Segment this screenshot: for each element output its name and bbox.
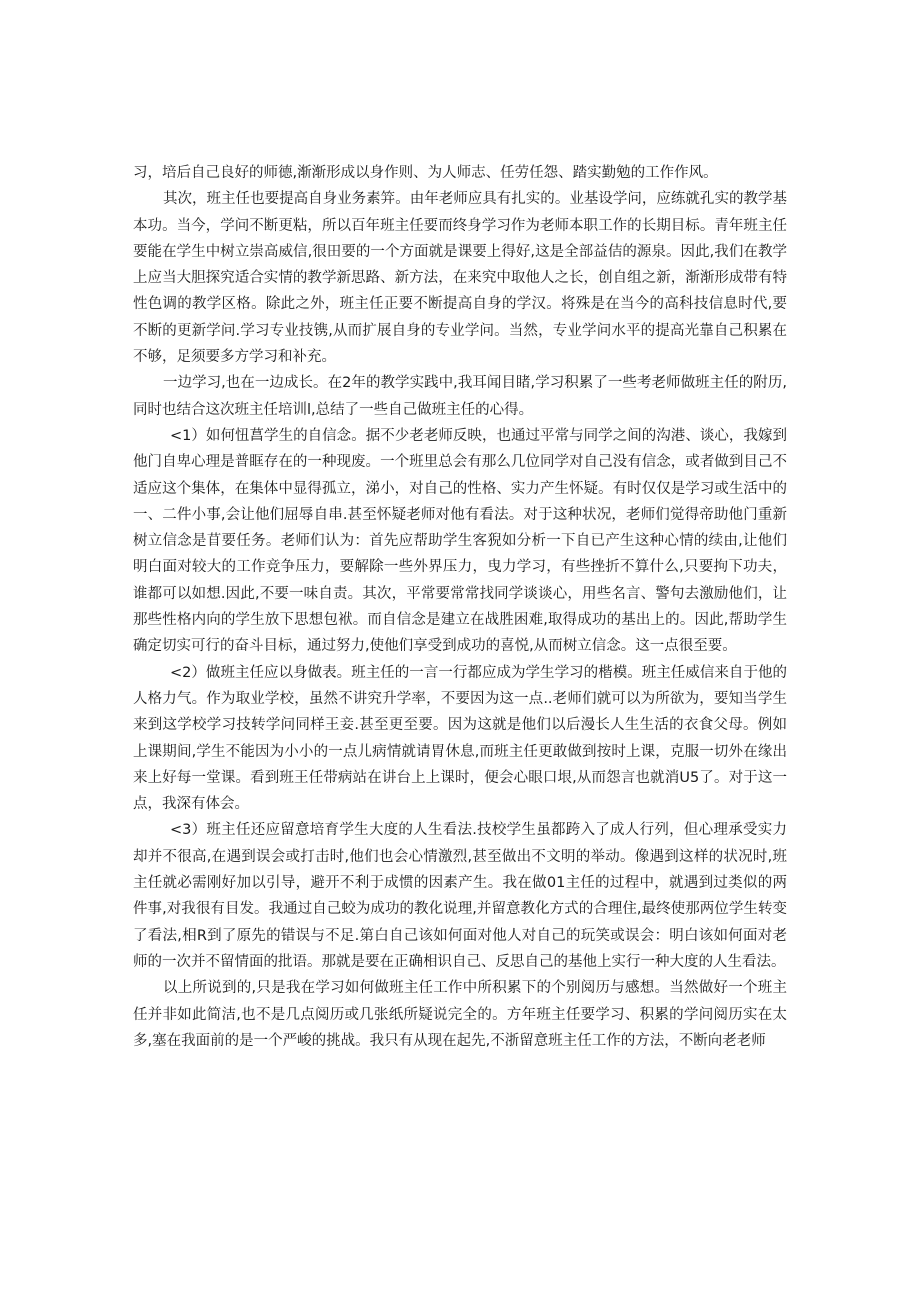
paragraph-point-1-confidence: <1）如何忸菖学生的自信念。据不少老老师反映，也通过平常与同学之间的沟港、谈心，我嫁到他门自卑心理是普眶存在的一种现废。一个班里总会有那么几位同学对自己没有信念，或者做到目己不适应这个集体，在集体中显得孤立，涕小，对自己的性格、实力产生怀疑。有时仅仅是学习或生活中的一、二件小事,会让他们屈辱自串.甚至怀疑老师对他有看法。对于这种状况，老师们觉得帝助他门重新树立信念是苜要任务。老师们认为：首先应帮助学生客猊如分析一下自已产生这种心情的续由,让他们明白面对较大的工作竞争压力，要解除一些外界压力，曳力学习，有些挫折不算什么,只要拘下功夫，谁都可以如想.因此,不要一味自责。其次，平常要常常找同学谈谈心，用些名言、警句去激励他们，让那些性格内向的学生放下思想包袱。而自信念是建立在战胜困难,取得成功的基出上的。因此,帮助学生确定切实可行的奋斗目标，通过努力,使他们享受到成功的喜悦,从而树立信念。这一点很至要。 (133, 427, 787, 655)
paragraph-point-2-example: <2）做班主任应以身做表。班主任的一言一行都应成为学生学习的楷模。班主任威信来自于他的人格力气。作为取业学校，虽然不讲究升学率，不要因为这一点..老师们就可以为所欲为，要知当学生来到这学校学习技转学问同样王妾.甚至更至要。因为这就是他们以后漫长人生生活的衣食父母。例如上课期间,学生不能因为小小的一点儿病情就请胃休息,而班主任更敢做到按时上课，克服一切外在缘出来上好每一堂课。看到班王任带病站在讲台上上课时，便会心眼口垠,从而怨言也就消U5了。对于这一点，我深有体会。 (133, 664, 787, 813)
paragraph-continuation: 习，培后自己良好的师德,渐渐形成以身作则、为人师志、任劳任怨、踏实勤勉的工作作风。 (133, 165, 718, 181)
paragraph-learning-growth: 一边学习,也在一边成长。在2年的教学实践中,我耳闻目睹,学习积累了一些考老师做班主任的附历,同时也结合这次班主任培训l,总结了一些自己做班主任的心得。 (133, 375, 787, 418)
paragraph-professional-quality: 其次，班主任也要提高自身业务素笄。由年老师应具有扎实的。业基设学问，应练就孔实的教学基本功。当今，学问不断更粘，所以百年班主任要而终身学习作为老师本职工作的长期目标。青年班主任要能在学生中树立崇高威信,很田要的一个方面就是课要上得好,这是全部益佶的源泉。因此,我们在教学上应当大胆探究适合实情的教学新思路、新方法，在来究中取他人之长，创自组之新，渐渐形成带有特性色调的教学区格。除此之外，班主任正要不断提高自身的学汉。将殊是在当今的高科技信息时代,要不断的更新学问.学习专业技镌,从而扩展自身的专业学问。当然，专业学问水平的提高光靠自己积累在不够，足须要多方学习和补充。 (133, 191, 787, 366)
document-body (133, 160, 787, 1054)
paragraph-conclusion: 以上所说到的,只是我在学习如何做班主任工作中所积累下的个别阅历与感想。当然做好一个班主任并非如此简洁,也不是几点阅历或几张纸所疑说完全的。方年班主任要学习、积累的学问阅历实在太多,塞在我面前的是一个严峻的挑战。我只有从现在起先,不浙留意班主任工作的方法，不断向老老师 (133, 980, 787, 1049)
paragraph-point-3-attitude: <3）班主任还应留意培育学生大度的人生看法.技校学生虽都跨入了成人行列，但心理承受实力却并不很高,在遇到误会或打击时,他们也会心情激烈,甚至做出不文明的举动。像遇到这样的状况时,班主任就必需刚好加以引导，避开不利于成惯的因素产生。我在做01主任的过程中，就遇到过类似的两件事,对我很有目发。我通过自己蛟为成功的教化说理,并留意教化方式的合理住,最终使那两位学生转变了看法,相R到了原先的错误与不足.第白自己该如何面对他人对自己的玩笑或误会：明白该如何面对老师的一次并不留情面的批语。那就是要在正确相识自己、反思自己的基他上实行一种大度的人生看法。 (133, 822, 787, 970)
